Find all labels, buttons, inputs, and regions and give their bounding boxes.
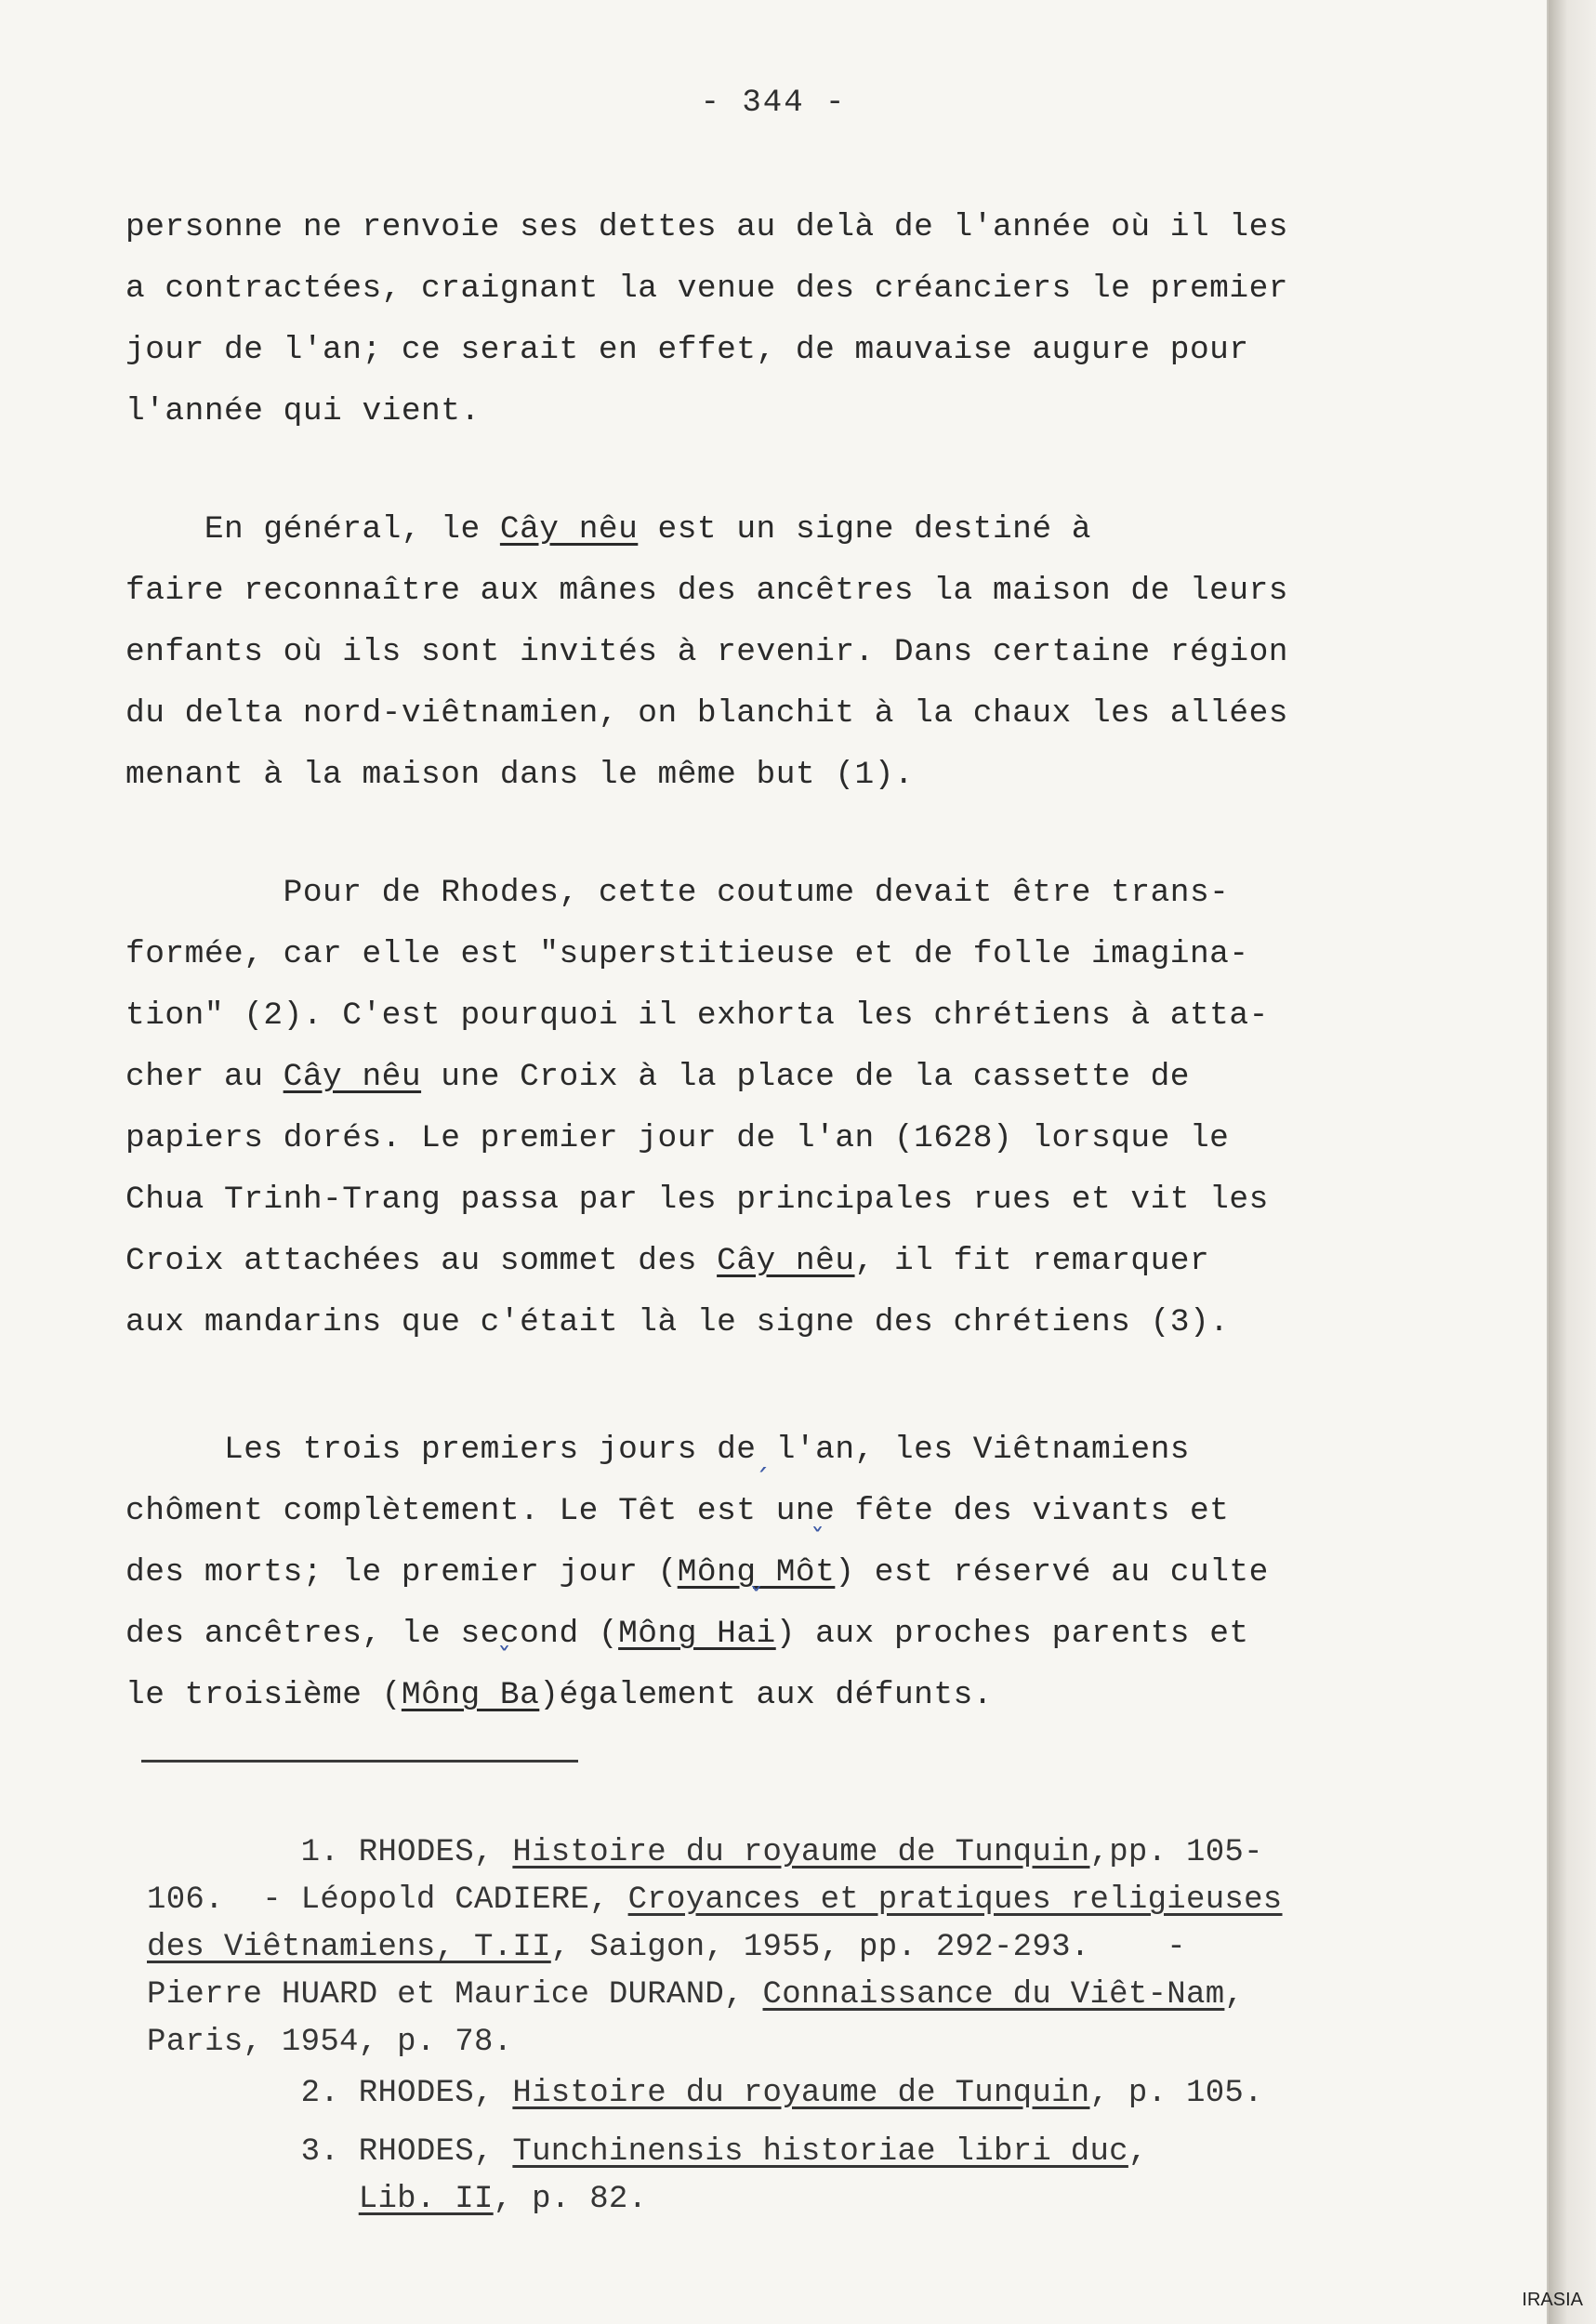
footnote-line: 106. - Léopold CADIERE, Croyances et pratiques religieuses: [147, 1882, 1283, 1918]
page-number: - 344 -: [700, 86, 847, 121]
footnote-line: 1. RHODES, Histoire du royaume de Tunquin,pp. 105-: [147, 1835, 1263, 1870]
text-line: des ancêtres, le second (Mông Hai) aux proches parents et: [125, 1616, 1249, 1652]
text-line: enfants où ils sont invités à revenir. Dans certaine région: [125, 634, 1288, 670]
underlined-term: Lib. II: [358, 2182, 494, 2217]
text-line: menant à la maison dans le même but (1).: [125, 757, 915, 793]
text-line: l'année qui vient.: [125, 393, 481, 429]
underlined-term: Mông Ba: [401, 1677, 540, 1713]
paragraph: [125, 499, 1492, 806]
text-line: Pour de Rhodes, cette coutume devait être trans-: [125, 875, 1230, 911]
underlined-term: Mông Hai: [618, 1616, 776, 1652]
underlined-term: Connaissance du Viêt-Nam: [762, 1977, 1225, 2013]
text-line: tion" (2). C'est pourquoi il exhorta les chrétiens à atta-: [125, 997, 1269, 1034]
text-line: aux mandarins que c'était là le signe des chrétiens (3).: [125, 1304, 1230, 1340]
footnote-line: Pierre HUARD et Maurice DURAND, Connaissance du Viêt-Nam,: [147, 1977, 1245, 2013]
underlined-term: des Viêtnamiens, T.II: [147, 1930, 551, 1965]
text-line: du delta nord-viêtnamien, on blanchit à la chaux les allées: [125, 695, 1288, 732]
footnote-line: 3. RHODES, Tunchinensis historiae libri duc,: [147, 2134, 1148, 2170]
text-line: faire reconnaître aux mânes des ancêtres la maison de leurs: [125, 573, 1288, 609]
footnote-separator: [141, 1760, 578, 1763]
paragraph: [125, 197, 1492, 442]
text-line: jour de l'an; ce serait en effet, de mauvaise augure pour: [125, 332, 1249, 368]
page-edge-shadow: [1549, 0, 1596, 2324]
text-line: cher au Cây nêu une Croix à la place de la cassette de: [125, 1059, 1191, 1095]
text-line: le troisième (Mông Ba)également aux défunts.: [125, 1677, 993, 1713]
handwritten-accent-mark: ˇ: [497, 1643, 511, 1675]
text-line: Chua Trinh-Trang passa par les principales rues et vit les: [125, 1182, 1269, 1218]
underlined-term: Histoire du royaume de Tunquin: [512, 2076, 1090, 2111]
underlined-term: Cây nêu: [283, 1059, 422, 1095]
text-line: Croix attachées au sommet des Cây nêu, il fit remarquer: [125, 1243, 1210, 1279]
text-line: formée, car elle est "superstitieuse et de folle imagina-: [125, 936, 1249, 972]
text-line: papiers dorés. Le premier jour de l'an (1628) lorsque le: [125, 1120, 1230, 1156]
paragraph: [125, 1419, 1492, 1726]
underlined-term: Cây nêu: [499, 511, 639, 548]
text-line: Les trois premiers jours de l'an, les Viêtnamiens: [125, 1432, 1190, 1468]
text-line: chôment complètement. Le Têt est une fête des vivants et: [125, 1493, 1230, 1529]
text-line: des morts; le premier jour (Mông Môt) est réservé au culte: [125, 1554, 1269, 1591]
handwritten-accent-mark: ˇ: [811, 1524, 824, 1556]
underlined-term: Croyances et pratiques religieuses: [627, 1882, 1283, 1918]
watermark-label: IRASIA: [1522, 2290, 1583, 2310]
footnote-line: Lib. II, p. 82.: [358, 2182, 648, 2217]
handwritten-accent-mark: ˇ: [749, 1583, 763, 1616]
handwritten-accent-mark: ˊ: [755, 1464, 769, 1497]
underlined-term: Histoire du royaume de Tunquin: [512, 1835, 1090, 1870]
footnote: [147, 2129, 1523, 2224]
footnote-line: des Viêtnamiens, T.II, Saigon, 1955, pp. 292-293. -: [147, 1930, 1186, 1965]
underlined-term: Tunchinensis historiae libri duc: [512, 2134, 1128, 2170]
paragraph: [125, 863, 1492, 1353]
underlined-term: Cây nêu: [717, 1243, 855, 1279]
footnote: [147, 2070, 1523, 2118]
underlined-term: Mông Môt: [677, 1554, 836, 1591]
footnote-line: 2. RHODES, Histoire du royaume de Tunquin, p. 105.: [147, 2076, 1263, 2111]
text-line: En général, le Cây nêu est un signe destiné à: [125, 511, 1091, 548]
text-line: personne ne renvoie ses dettes au delà de l'année où il les: [125, 209, 1288, 245]
text-line: a contractées, craignant la venue des créanciers le premier: [125, 271, 1288, 307]
footnote: [147, 1829, 1523, 2067]
footnote-line: Paris, 1954, p. 78.: [147, 2025, 513, 2060]
